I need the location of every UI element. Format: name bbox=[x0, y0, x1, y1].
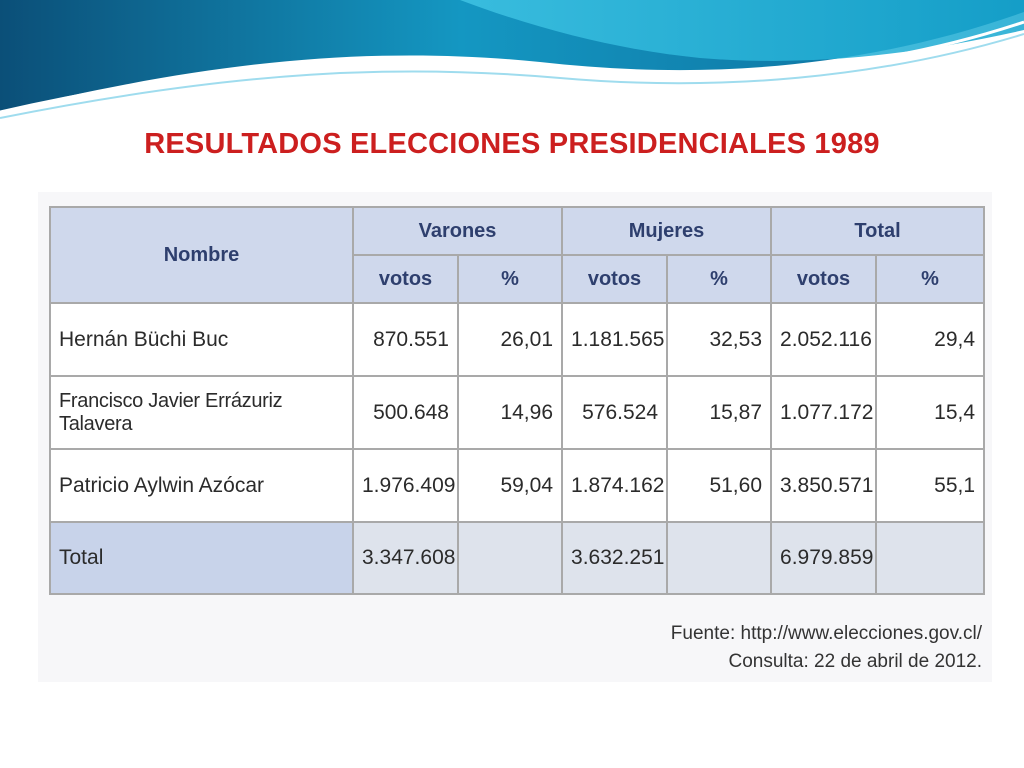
candidate-name: Francisco Javier Errázuriz Talavera bbox=[50, 376, 353, 449]
cell-value: 870.551 bbox=[353, 303, 458, 376]
table-row bbox=[50, 303, 984, 376]
cell-value: 2.052.116 bbox=[771, 303, 876, 376]
total-value: 3.632.251 bbox=[562, 522, 667, 594]
cell-value: 51,60 bbox=[667, 449, 771, 522]
cell-value: 26,01 bbox=[458, 303, 562, 376]
total-label: Total bbox=[50, 522, 353, 594]
header-nombre: Nombre bbox=[50, 207, 353, 303]
table-header-row bbox=[50, 207, 984, 255]
subheader-mujeres-votos: votos bbox=[562, 255, 667, 303]
cell-value: 29,4 bbox=[876, 303, 984, 376]
decorative-wave-banner bbox=[0, 0, 1024, 130]
cell-value: 500.648 bbox=[353, 376, 458, 449]
subheader-mujeres-pct: % bbox=[667, 255, 771, 303]
source-url-line: Fuente: http://www.elecciones.gov.cl/ bbox=[670, 623, 982, 644]
header-total: Total bbox=[771, 207, 984, 255]
cell-value: 15,4 bbox=[876, 376, 984, 449]
table-total-row bbox=[50, 522, 984, 594]
total-value bbox=[876, 522, 984, 594]
cell-value: 14,96 bbox=[458, 376, 562, 449]
source-date-line: Consulta: 22 de abril de 2012. bbox=[728, 651, 982, 672]
cell-value: 59,04 bbox=[458, 449, 562, 522]
cell-value: 32,53 bbox=[667, 303, 771, 376]
total-value bbox=[458, 522, 562, 594]
subheader-varones-votos: votos bbox=[353, 255, 458, 303]
header-mujeres: Mujeres bbox=[562, 207, 771, 255]
table-row bbox=[50, 376, 984, 449]
total-value: 3.347.608 bbox=[353, 522, 458, 594]
total-value: 6.979.859 bbox=[771, 522, 876, 594]
table-row bbox=[50, 449, 984, 522]
cell-value: 3.850.571 bbox=[771, 449, 876, 522]
cell-value: 576.524 bbox=[562, 376, 667, 449]
cell-value: 1.181.565 bbox=[562, 303, 667, 376]
cell-value: 1.976.409 bbox=[353, 449, 458, 522]
candidate-name: Hernán Büchi Buc bbox=[50, 303, 353, 376]
source-citation bbox=[671, 620, 982, 676]
candidate-name: Patricio Aylwin Azócar bbox=[50, 449, 353, 522]
cell-value: 15,87 bbox=[667, 376, 771, 449]
subheader-total-pct: % bbox=[876, 255, 984, 303]
subheader-total-votos: votos bbox=[771, 255, 876, 303]
subheader-varones-pct: % bbox=[458, 255, 562, 303]
total-value bbox=[667, 522, 771, 594]
election-results-table bbox=[49, 206, 985, 595]
cell-value: 1.874.162 bbox=[562, 449, 667, 522]
header-varones: Varones bbox=[353, 207, 562, 255]
cell-value: 55,1 bbox=[876, 449, 984, 522]
slide-title: RESULTADOS ELECCIONES PRESIDENCIALES 1989 bbox=[144, 128, 880, 160]
cell-value: 1.077.172 bbox=[771, 376, 876, 449]
